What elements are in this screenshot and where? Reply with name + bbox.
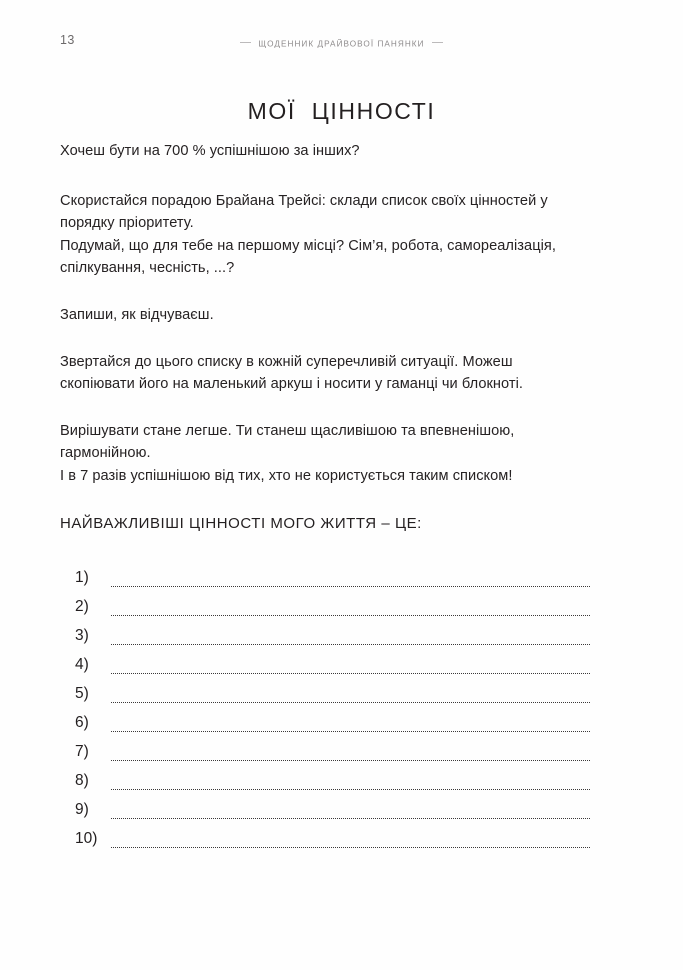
list-item[interactable]: [75, 734, 598, 763]
list-item[interactable]: [75, 705, 598, 734]
list-item-number: 3): [75, 626, 89, 644]
running-head-title: ЩОДЕННИК ДРАЙВОВОЇ ПАНЯНКИ: [258, 39, 425, 49]
list-item-number: 4): [75, 655, 89, 673]
spacer: [60, 327, 583, 351]
list-item-number: 5): [75, 684, 89, 702]
list-item-number: 6): [75, 713, 89, 731]
page-title: МОЇ ЦІННОСТІ: [247, 98, 436, 124]
list-item-number: 10): [75, 829, 98, 847]
values-fill-in-list: [75, 560, 598, 850]
list-item[interactable]: [75, 560, 598, 589]
list-item[interactable]: [75, 763, 598, 792]
running-head: [0, 33, 683, 51]
page-number: 13: [60, 33, 75, 47]
list-item-write-line[interactable]: [111, 751, 590, 761]
spacer: [60, 280, 583, 304]
spacer: [60, 488, 583, 515]
paragraph-advice-line-1: Скористайся порадою Брайана Трейсі: склади список своїх цінностей у порядку пріоритету.: [60, 192, 548, 232]
section-heading: НАЙВАЖЛИВІШІ ЦІННОСТІ МОГО ЖИТТЯ – ЦЕ:: [60, 514, 422, 532]
list-item-write-line[interactable]: [111, 693, 590, 703]
list-item-number: 2): [75, 597, 89, 615]
list-item-number: 8): [75, 771, 89, 789]
paragraph-write-down: Запиши, як відчуваєш.: [60, 306, 214, 323]
paragraph-outcome-line-2: І в 7 разів успішнішою від тих, хто не користується таким списком!: [60, 467, 513, 484]
body-column: [60, 140, 583, 532]
list-item-write-line[interactable]: [111, 722, 590, 732]
list-item-number: 9): [75, 800, 89, 818]
list-item-write-line[interactable]: [111, 664, 590, 674]
list-item[interactable]: [75, 676, 598, 705]
paragraph-refer-to-list: Звертайся до цього списку в кожній суперечливій ситуації. Можеш скопіювати його на маленький аркуш і носити у гаманці чи блокноті.: [60, 353, 524, 393]
list-item[interactable]: [75, 792, 598, 821]
list-item-number: 1): [75, 568, 89, 586]
list-item-write-line[interactable]: [111, 838, 590, 848]
list-item[interactable]: [75, 647, 598, 676]
spacer: [60, 163, 583, 190]
list-item-write-line[interactable]: [111, 780, 590, 790]
list-item-write-line[interactable]: [111, 635, 590, 645]
list-item-write-line[interactable]: [111, 809, 590, 819]
rule-left-icon: [240, 42, 251, 43]
paragraph-outcome-line-1: Вирішувати стане легше. Ти станеш щасливішою та впевненішою, гармонійною.: [60, 422, 515, 462]
list-item[interactable]: [75, 618, 598, 647]
running-head-center: [0, 35, 683, 53]
paragraph-intro-question: Хочеш бути на 700 % успішнішою за інших?: [60, 143, 360, 159]
rule-right-icon: [432, 42, 443, 43]
list-item-write-line[interactable]: [111, 606, 590, 616]
paragraph-advice-line-2: Подумай, що для тебе на першому місці? Сім’я, робота, самореалізація, спілкування, чесність, ...?: [60, 237, 556, 277]
list-item[interactable]: [75, 821, 598, 850]
spacer: [60, 396, 583, 420]
list-item[interactable]: [75, 589, 598, 618]
list-item-number: 7): [75, 742, 89, 760]
list-item-write-line[interactable]: [111, 577, 590, 587]
